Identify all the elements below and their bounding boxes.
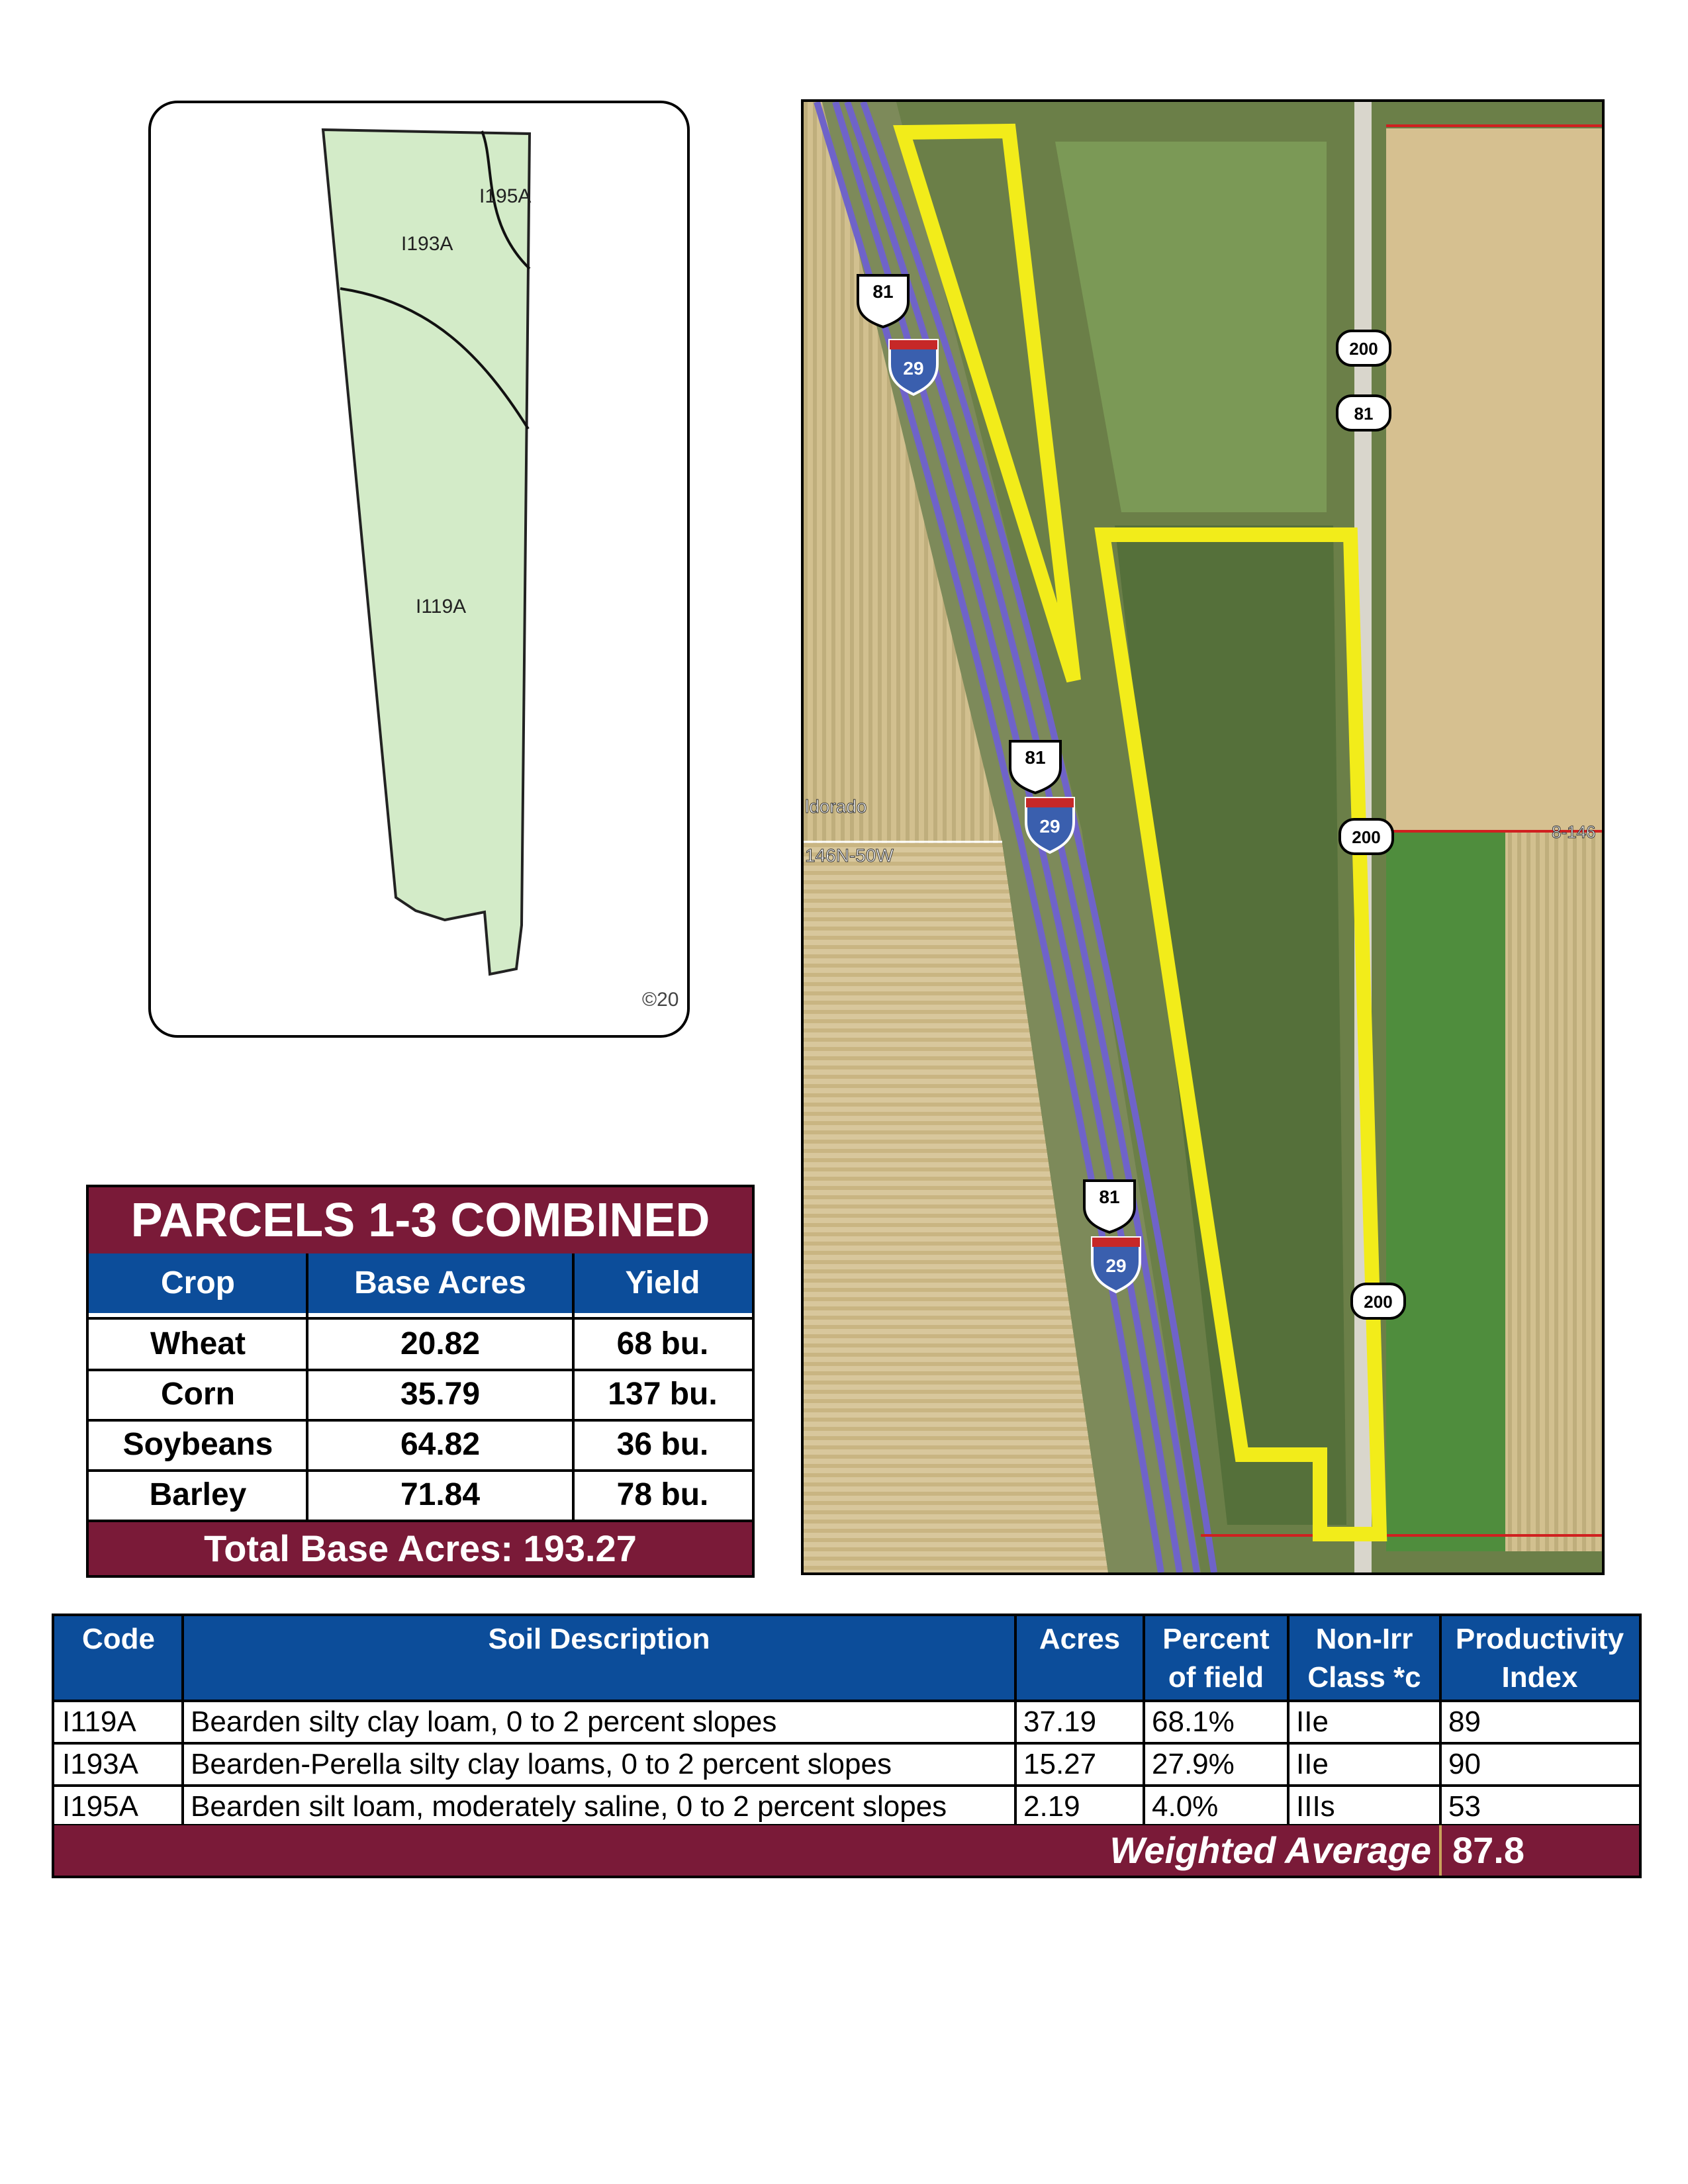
weighted-average-label: Weighted Average <box>1109 1829 1431 1871</box>
route-81-shield-4 <box>1337 396 1390 430</box>
soil-acres-cell: 37.19 <box>1023 1706 1097 1738</box>
route-200-shield-3 <box>1352 1284 1405 1318</box>
aerial-drawing <box>804 102 1602 1572</box>
base-acres-cell: 20.82 <box>400 1326 481 1361</box>
aerial-map <box>801 99 1605 1575</box>
place-label-township: 146N-50W <box>805 845 894 866</box>
soil-productivity-cell: 90 <box>1448 1748 1481 1780</box>
svg-text:29: 29 <box>1039 816 1060 837</box>
svg-text:81: 81 <box>1025 747 1046 768</box>
table-divider <box>572 1253 575 1522</box>
table-divider <box>89 1317 752 1320</box>
soil-percent-cell: 68.1% <box>1152 1706 1235 1738</box>
header-acres: Acres <box>1015 1616 1144 1701</box>
field-right-green <box>1386 830 1505 1551</box>
table-divider <box>89 1369 752 1371</box>
base-acres-cell: 35.79 <box>400 1377 481 1412</box>
route-200-shield-1 <box>1337 331 1390 365</box>
soil-description-cell: Bearden silt loam, moderately saline, 0 to 2 percent slopes <box>191 1790 947 1823</box>
place-label-eldorado: ldorado <box>805 796 867 817</box>
field-right-south <box>1505 830 1602 1551</box>
soil-percent-cell: 4.0% <box>1152 1790 1219 1823</box>
soil-class-cell: IIe <box>1296 1748 1329 1780</box>
yield-cell: 137 bu. <box>608 1377 718 1412</box>
base-acres-title: PARCELS 1-3 COMBINED <box>89 1187 752 1253</box>
table-divider <box>1143 1616 1145 1825</box>
header-soil-description: Soil Description <box>183 1616 1015 1701</box>
table-divider <box>1014 1616 1017 1825</box>
table-divider <box>89 1419 752 1422</box>
field-right-north <box>1386 128 1602 830</box>
header-crop: Crop <box>89 1253 307 1313</box>
table-divider <box>1287 1616 1289 1825</box>
soil-class-cell: IIIs <box>1296 1790 1335 1823</box>
yield-cell: 36 bu. <box>616 1427 709 1462</box>
crop-cell: Wheat <box>150 1326 246 1361</box>
svg-text:81: 81 <box>872 281 894 302</box>
table-divider <box>1439 1616 1442 1825</box>
base-acres-table <box>86 1185 755 1578</box>
table-divider <box>1439 1825 1442 1876</box>
header-percent-of-field: Percent of field <box>1144 1616 1288 1701</box>
soil-description-cell: Bearden-Perella silty clay loams, 0 to 2 percent slopes <box>191 1748 892 1780</box>
weighted-average-value: 87.8 <box>1452 1829 1524 1871</box>
field-center-north <box>1055 142 1327 512</box>
us-81-shield-3 <box>1084 1181 1135 1232</box>
svg-text:81: 81 <box>1354 404 1374 424</box>
table-divider <box>54 1784 1639 1787</box>
svg-text:81: 81 <box>1099 1187 1120 1207</box>
soil-map-panel <box>148 101 690 1038</box>
place-label-section: 8-146 <box>1552 822 1596 842</box>
crop-cell: Corn <box>161 1377 235 1412</box>
table-divider <box>306 1253 308 1522</box>
base-acres-cell: 71.84 <box>400 1477 481 1512</box>
base-acres-cell: 64.82 <box>400 1427 481 1462</box>
crop-cell: Soybeans <box>122 1427 273 1462</box>
crop-cell: Barley <box>149 1477 247 1512</box>
svg-text:29: 29 <box>1105 1255 1127 1276</box>
yield-cell: 78 bu. <box>616 1477 709 1512</box>
soil-acres-cell: 15.27 <box>1023 1748 1097 1780</box>
weighted-average-row <box>54 1825 1639 1876</box>
svg-text:200: 200 <box>1364 1292 1393 1312</box>
soil-code-cell: I195A <box>62 1790 138 1823</box>
route-200-shield-2 <box>1340 819 1393 854</box>
soil-description-cell: Bearden silty clay loam, 0 to 2 percent slopes <box>191 1706 777 1738</box>
header-productivity-index: Productivity Index <box>1440 1616 1639 1701</box>
table-divider <box>54 1742 1639 1745</box>
soil-percent-cell: 27.9% <box>1152 1748 1235 1780</box>
header-code: Code <box>54 1616 183 1701</box>
svg-text:200: 200 <box>1349 339 1378 359</box>
soil-parcel-polygon <box>323 130 530 974</box>
total-base-acres: Total Base Acres: 193.27 <box>89 1522 752 1575</box>
header-yield: Yield <box>573 1253 752 1313</box>
soil-map-drawing <box>151 103 687 1035</box>
soil-code-cell: I119A <box>62 1706 136 1738</box>
soil-label-i193a: I193A <box>401 233 453 255</box>
soil-label-i195a: I195A <box>479 185 532 207</box>
us-81-shield-1 <box>858 275 908 327</box>
soil-productivity-cell: 53 <box>1448 1790 1481 1823</box>
soil-table <box>52 1614 1642 1878</box>
header-non-irr-class: Non-Irr Class *c <box>1288 1616 1440 1701</box>
soil-class-cell: IIe <box>1296 1706 1329 1738</box>
svg-text:29: 29 <box>903 358 924 379</box>
soil-code-cell: I193A <box>62 1748 138 1780</box>
soil-label-i119a: I119A <box>416 596 467 617</box>
header-base-acres: Base Acres <box>307 1253 573 1313</box>
table-divider <box>54 1700 1639 1702</box>
svg-text:200: 200 <box>1352 827 1381 847</box>
table-divider <box>181 1616 184 1825</box>
yield-cell: 68 bu. <box>616 1326 709 1361</box>
us-81-shield-2 <box>1010 741 1060 793</box>
table-divider <box>89 1469 752 1472</box>
soil-acres-cell: 2.19 <box>1023 1790 1080 1823</box>
copyright-text: ©20 <box>642 989 679 1011</box>
soil-productivity-cell: 89 <box>1448 1706 1481 1738</box>
